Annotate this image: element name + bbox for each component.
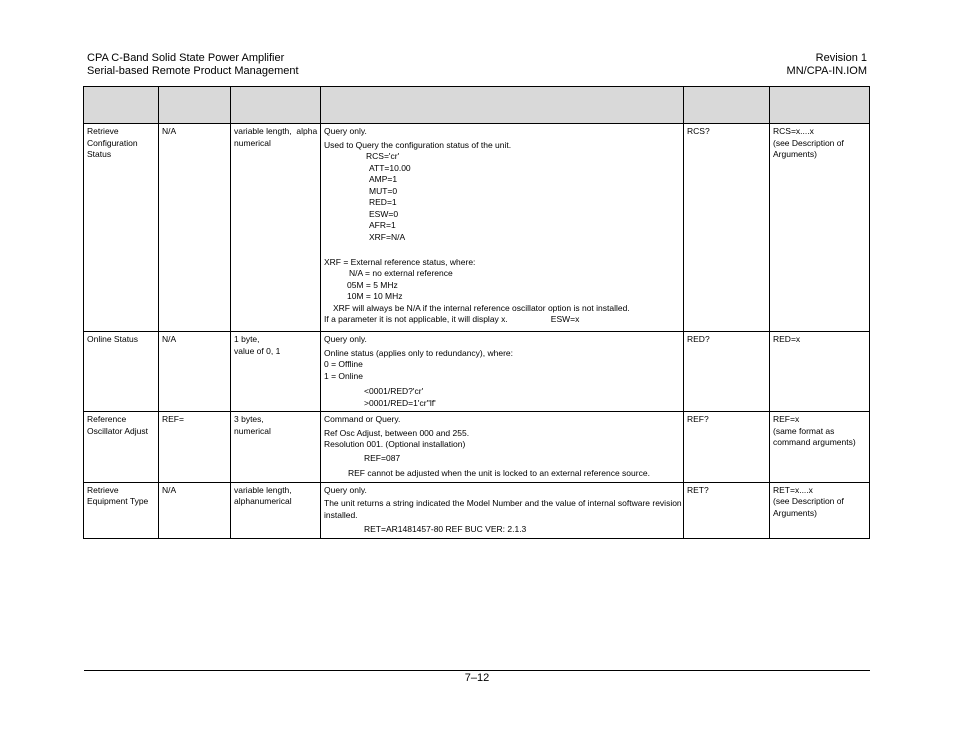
example-line: ATT=10.00 (369, 162, 411, 173)
example-line: RCS='cr' (366, 151, 400, 161)
arguments-line: 3 bytes, (234, 414, 264, 424)
query-cell: RCS? (684, 124, 770, 332)
response-line: Arguments) (773, 507, 817, 518)
response-line: (same format as (773, 425, 835, 436)
parameter-name-line: Retrieve (87, 484, 119, 495)
command-code-cell: REF= (159, 412, 231, 483)
response-line: (see Description of (773, 496, 844, 506)
response-cell (770, 332, 870, 412)
parameter-name-line: Online Status (87, 334, 139, 344)
parameter-name-line: Configuration (87, 137, 138, 148)
header-cell (321, 87, 684, 124)
footer-rule (84, 670, 870, 671)
response-line: REF=x (773, 414, 800, 424)
description-line (324, 314, 680, 326)
query-cell: REF? (684, 412, 770, 483)
example-line: MUT=0 (369, 185, 398, 196)
description-line: 0 = Offline (324, 359, 363, 369)
arguments-cell (231, 412, 321, 483)
description-line: 1 = Online (324, 370, 363, 381)
arguments-line: 1 byte, (234, 334, 260, 344)
description-line: XRF = External reference status, where: (324, 256, 476, 267)
revision-label: Revision 1 (815, 52, 867, 64)
parameter-name-cell (84, 412, 159, 483)
description-line: Ref Osc Adjust, between 000 and 255. (324, 427, 470, 438)
description-line: N/A = no external reference (349, 268, 453, 278)
arguments-line: variable length, alpha (234, 126, 318, 136)
table-header-row (84, 87, 870, 124)
command-code-cell: N/A (159, 482, 231, 538)
response-line: RED=x (773, 334, 801, 344)
example-line: >0001/RED=1'cr''lf' (364, 397, 436, 408)
parameter-name-cell (84, 124, 159, 332)
table-row (84, 412, 870, 483)
manual-number: MN/CPA-IN.IOM (786, 65, 867, 77)
example-line: RED=1 (369, 197, 397, 207)
description-line: XRF will always be N/A if the internal reference oscillator option is not installed. (333, 302, 630, 313)
header-cell (231, 87, 321, 124)
example-line: ESW=0 (369, 208, 399, 219)
description-line: Query only. (324, 334, 367, 344)
parameter-name-cell (84, 482, 159, 538)
header-cell (84, 87, 159, 124)
description-cell (321, 482, 684, 538)
arguments-line: alphanumerical (234, 496, 292, 506)
description-line: installed. (324, 509, 358, 520)
description-line: 05M = 5 MHz (347, 279, 398, 290)
header-cell (159, 87, 231, 124)
parameter-name-line: Oscillator Adjust (87, 425, 148, 436)
arguments-line: variable length, (234, 484, 292, 495)
description-line: REF cannot be adjusted when the unit is locked to an external reference source. (348, 468, 650, 478)
arguments-line: value of 0, 1 (234, 345, 281, 356)
document-subtitle: Serial-based Remote Product Management (87, 65, 299, 77)
arguments-line: numerical (234, 137, 271, 148)
description-text: If a parameter it is not applicable, it will display x. (324, 314, 508, 324)
table-row (84, 124, 870, 332)
description-cell (321, 332, 684, 412)
header-cell (770, 87, 870, 124)
description-line: Command or Query. (324, 414, 401, 424)
parameter-name-line: Equipment Type (87, 496, 149, 506)
response-line: command arguments) (773, 437, 856, 447)
response-line: (see Description of (773, 137, 844, 148)
document-header-left (87, 52, 299, 78)
parameter-name-line: Status (87, 149, 112, 159)
page-number: 7–12 (464, 672, 490, 684)
query-cell: RET? (684, 482, 770, 538)
parameter-name-line: Retrieve (87, 126, 119, 136)
response-cell (770, 482, 870, 538)
command-code-cell: N/A (159, 332, 231, 412)
parameter-name-cell (84, 332, 159, 412)
description-line: 10M = 10 MHz (347, 291, 403, 301)
table-row (84, 332, 870, 412)
example-line: AMP=1 (369, 174, 398, 184)
response-cell (770, 124, 870, 332)
response-line: Arguments) (773, 149, 817, 159)
description-line: Query only. (324, 126, 367, 136)
arguments-line: numerical (234, 425, 271, 436)
description-cell (321, 412, 684, 483)
response-cell (770, 412, 870, 483)
example-line: XRF=N/A (369, 231, 406, 242)
command-code-cell: N/A (159, 124, 231, 332)
description-line: Resolution 001. (Optional installation) (324, 439, 466, 449)
spacer (324, 243, 680, 255)
example-line: REF=087 (364, 452, 401, 463)
query-cell: RED? (684, 332, 770, 412)
example-line: <0001/RED?'cr' (364, 386, 424, 396)
response-line: RET=x....x (773, 484, 813, 495)
table-row (84, 482, 870, 538)
document-header-right (787, 52, 867, 78)
description-line: Used to Query the configuration status of the unit. (324, 139, 512, 150)
parameter-name-line: Reference (87, 414, 127, 424)
document-title: CPA C-Band Solid State Power Amplifier (87, 52, 285, 64)
description-text: ESW=x (550, 314, 580, 324)
example-line: RET=AR1481457-80 REF BUC VER: 2.1.3 (364, 524, 527, 534)
response-line: RCS=x....x (773, 126, 814, 136)
header-cell (684, 87, 770, 124)
arguments-cell (231, 332, 321, 412)
arguments-cell (231, 124, 321, 332)
description-cell (321, 124, 684, 332)
description-line: Online status (applies only to redundancy), where: (324, 347, 513, 358)
example-line: AFR=1 (369, 220, 396, 230)
description-line: The unit returns a string indicated the Model Number and the value of internal software revision (324, 498, 682, 508)
command-table (83, 86, 870, 539)
description-line: Query only. (324, 484, 367, 495)
arguments-cell (231, 482, 321, 538)
